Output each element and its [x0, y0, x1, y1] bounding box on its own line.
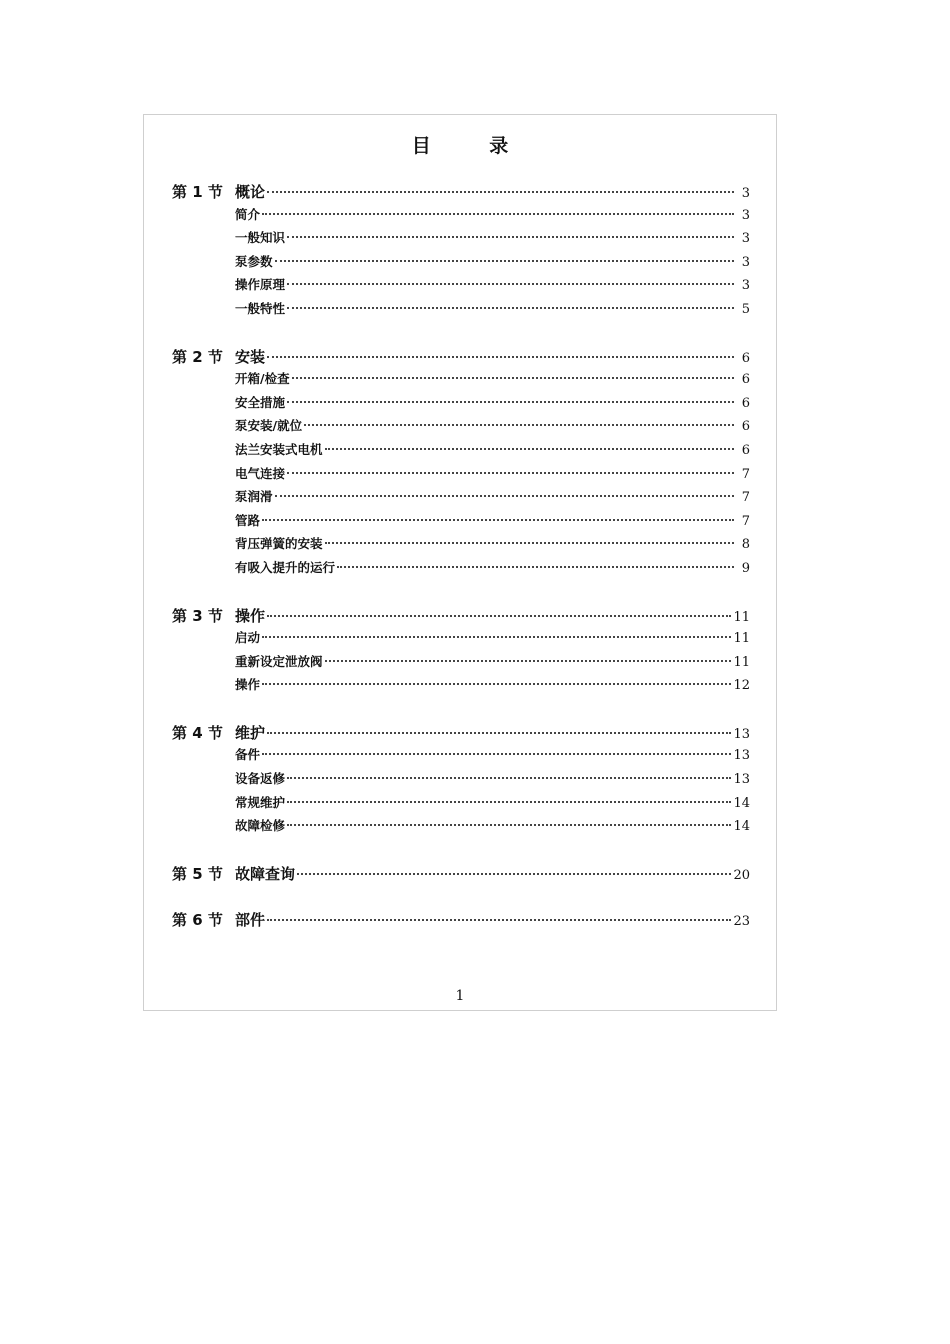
entry-page: 3: [741, 278, 750, 294]
toc-entry: [172, 252, 750, 276]
section-title: 故障查询: [235, 864, 296, 883]
dot-leader: [262, 753, 731, 755]
section-number: 第 5 节: [172, 864, 223, 883]
entry-page: 6: [741, 442, 750, 458]
dot-leader: [325, 448, 734, 450]
entry-title: 管路: [235, 512, 261, 528]
dot-leader: [267, 356, 734, 358]
toc-entry: [172, 558, 750, 582]
toc-section: [172, 909, 750, 933]
toc-section-row: [172, 605, 750, 629]
entry-page: 7: [741, 490, 750, 506]
entry-page: 8: [741, 537, 750, 553]
entry-title: 操作: [235, 677, 261, 693]
section-page: 13: [733, 726, 750, 742]
dot-leader: [287, 824, 731, 826]
toc-entry: [172, 228, 750, 252]
toc-entry: [172, 652, 750, 676]
entry-title: 有吸入提升的运行: [235, 559, 336, 575]
dot-leader: [337, 566, 734, 568]
section-number: 第 4 节: [172, 723, 223, 742]
entry-title: 开箱/检查: [235, 371, 290, 387]
section-page: 3: [741, 186, 750, 201]
dot-leader: [262, 519, 734, 521]
toc-entry: [172, 275, 750, 299]
toc-section-row: [172, 722, 750, 746]
toc-section: [172, 605, 750, 699]
entry-page: 9: [741, 560, 750, 576]
dot-leader: [287, 236, 734, 238]
toc-section: [172, 346, 750, 582]
toc-entry: [172, 416, 750, 440]
toc-entry: [172, 464, 750, 488]
dot-leader: [287, 307, 734, 309]
entry-title: 一般特性: [235, 300, 286, 316]
entry-title: 常规维护: [235, 794, 286, 810]
section-number: 第 1 节: [172, 183, 223, 201]
entry-page: 3: [741, 231, 750, 247]
toc-entry: [172, 534, 750, 558]
entry-page: 6: [741, 395, 750, 411]
entry-page: 11: [733, 654, 750, 670]
toc-entry: [172, 745, 750, 769]
dot-leader: [275, 495, 734, 497]
entry-page: 11: [733, 631, 750, 647]
dot-leader: [304, 424, 734, 426]
toc-entry: [172, 816, 750, 840]
toc-entry: [172, 675, 750, 699]
toc-entry: [172, 511, 750, 535]
toc-section-row: [172, 909, 750, 933]
entry-page: 5: [741, 301, 750, 317]
entry-page: 3: [741, 207, 750, 223]
entry-title: 泵参数: [235, 253, 273, 269]
entry-title: 启动: [235, 630, 261, 646]
entry-page: 13: [733, 772, 750, 788]
toc-section: [172, 863, 750, 887]
dot-leader: [267, 615, 731, 617]
section-title: 操作: [235, 606, 266, 625]
section-number: 第 6 节: [172, 911, 223, 930]
entry-page: 14: [733, 795, 750, 811]
toc-entry: [172, 487, 750, 511]
dot-leader: [267, 732, 731, 734]
section-page: 11: [733, 609, 750, 625]
section-title: 安装: [235, 347, 266, 366]
entry-title: 泵润滑: [235, 489, 273, 505]
toc-entry: [172, 628, 750, 652]
toc-section: [172, 722, 750, 840]
entry-page: 7: [741, 513, 750, 529]
section-page: 20: [733, 867, 750, 883]
entry-title: 安全措施: [235, 394, 286, 410]
dot-leader: [287, 401, 734, 403]
entry-title: 操作原理: [235, 277, 286, 293]
toc-entry: [172, 440, 750, 464]
dot-leader: [267, 919, 731, 921]
dot-leader: [292, 377, 734, 379]
entry-title: 备件: [235, 747, 261, 763]
entry-title: 设备返修: [235, 771, 286, 787]
entry-page: 3: [741, 254, 750, 270]
dot-leader: [262, 636, 731, 638]
toc-entry: [172, 769, 750, 793]
entry-page: 6: [741, 372, 750, 388]
dot-leader: [287, 801, 731, 803]
toc-section-row: [172, 863, 750, 887]
dot-leader: [267, 191, 734, 193]
entry-title: 法兰安装式电机: [235, 441, 323, 457]
section-title: 维护: [235, 723, 266, 742]
toc-entry: [172, 793, 750, 817]
section-number: 第 3 节: [172, 606, 223, 625]
entry-title: 故障检修: [235, 818, 286, 834]
dot-leader: [287, 777, 731, 779]
entry-title: 简介: [235, 206, 261, 222]
entry-title: 泵安装/就位: [235, 418, 303, 434]
toc-entry: [172, 299, 750, 323]
entry-page: 14: [733, 819, 750, 835]
toc-entry: [172, 393, 750, 417]
toc-entry: [172, 369, 750, 393]
entry-title: 电气连接: [235, 465, 286, 481]
entry-page: 7: [741, 466, 750, 482]
section-title: 部件: [235, 911, 266, 930]
toc-entry: [172, 205, 750, 229]
section-page: 23: [733, 914, 750, 930]
entry-page: 6: [741, 419, 750, 435]
dot-leader: [297, 873, 731, 875]
toc-title: 目 录: [411, 135, 535, 157]
table-of-contents: [172, 181, 750, 956]
toc-section-row: [172, 346, 750, 370]
toc-section: [172, 181, 750, 323]
section-title: 概论: [235, 183, 266, 201]
dot-leader: [262, 213, 734, 215]
entry-title: 一般知识: [235, 230, 286, 246]
dot-leader: [262, 683, 731, 685]
entry-page: 13: [733, 748, 750, 764]
section-page: 6: [741, 350, 750, 366]
entry-title: 重新设定泄放阀: [235, 653, 323, 669]
page-number: 1: [455, 988, 465, 1004]
dot-leader: [287, 283, 734, 285]
dot-leader: [325, 542, 734, 544]
dot-leader: [325, 660, 732, 662]
section-number: 第 2 节: [172, 347, 223, 366]
document-page: [143, 114, 777, 1011]
entry-title: 背压弹簧的安装: [235, 536, 323, 552]
dot-leader: [287, 472, 734, 474]
toc-section-row: [172, 181, 750, 205]
entry-page: 12: [733, 678, 750, 694]
dot-leader: [275, 260, 734, 262]
